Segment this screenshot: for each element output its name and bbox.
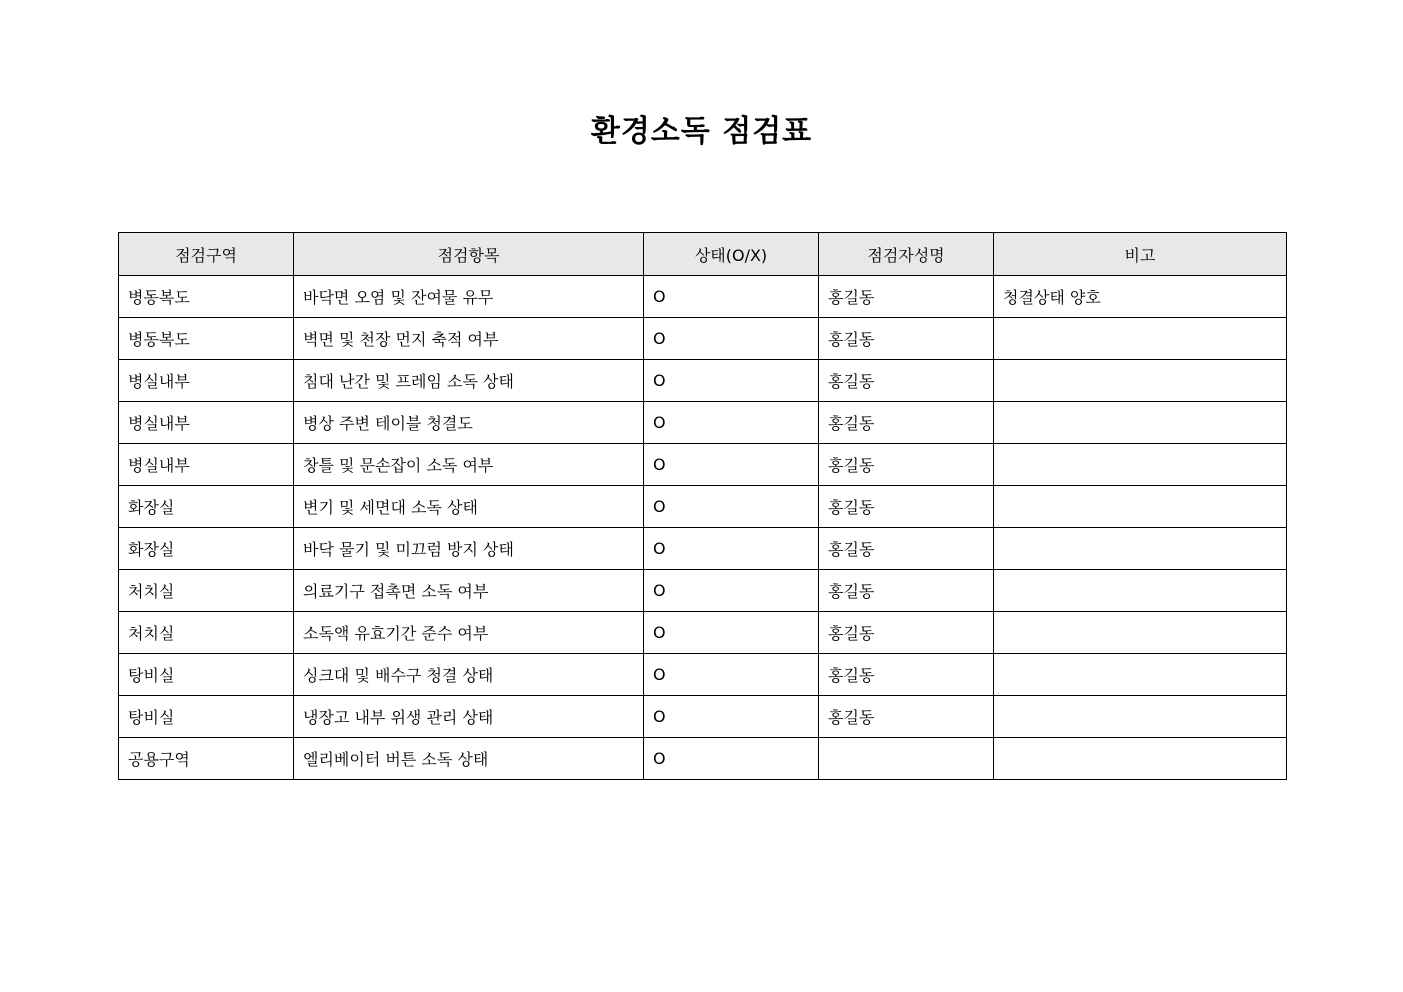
cell-zone: 화장실 <box>119 486 294 528</box>
table-row <box>119 738 1287 780</box>
cell-inspector: 홍길동 <box>819 486 994 528</box>
cell-zone: 탕비실 <box>119 696 294 738</box>
cell-item: 창틀 및 문손잡이 소독 여부 <box>294 444 644 486</box>
document-title: 환경소독 점검표 <box>590 114 813 149</box>
cell-note <box>994 654 1287 696</box>
cell-note <box>994 360 1287 402</box>
cell-item: 바닥면 오염 및 잔여물 유무 <box>294 276 644 318</box>
cell-inspector: 홍길동 <box>819 444 994 486</box>
cell-status: O <box>644 654 819 696</box>
cell-status: O <box>644 696 819 738</box>
cell-note <box>994 738 1287 780</box>
cell-item: 소독액 유효기간 준수 여부 <box>294 612 644 654</box>
table-header-row <box>119 233 1287 276</box>
header-note: 비고 <box>994 233 1287 276</box>
cell-status: O <box>644 570 819 612</box>
cell-zone: 병실내부 <box>119 402 294 444</box>
cell-zone: 공용구역 <box>119 738 294 780</box>
table-row <box>119 696 1287 738</box>
cell-item: 의료기구 접촉면 소독 여부 <box>294 570 644 612</box>
table-row <box>119 612 1287 654</box>
cell-status: O <box>644 402 819 444</box>
cell-status: O <box>644 486 819 528</box>
cell-inspector: 홍길동 <box>819 318 994 360</box>
cell-inspector: 홍길동 <box>819 528 994 570</box>
cell-inspector: 홍길동 <box>819 654 994 696</box>
table-row <box>119 654 1287 696</box>
cell-status: O <box>644 360 819 402</box>
cell-inspector: 홍길동 <box>819 696 994 738</box>
cell-item: 변기 및 세면대 소독 상태 <box>294 486 644 528</box>
cell-status: O <box>644 276 819 318</box>
cell-note <box>994 402 1287 444</box>
cell-note <box>994 696 1287 738</box>
cell-note <box>994 444 1287 486</box>
cell-inspector <box>819 738 994 780</box>
table-row <box>119 360 1287 402</box>
cell-zone: 병실내부 <box>119 444 294 486</box>
cell-zone: 화장실 <box>119 528 294 570</box>
cell-zone: 처치실 <box>119 612 294 654</box>
cell-zone: 탕비실 <box>119 654 294 696</box>
cell-note <box>994 318 1287 360</box>
cell-item: 엘리베이터 버튼 소독 상태 <box>294 738 644 780</box>
header-status: 상태(O/X) <box>644 233 819 276</box>
cell-item: 바닥 물기 및 미끄럼 방지 상태 <box>294 528 644 570</box>
cell-status: O <box>644 528 819 570</box>
cell-status: O <box>644 738 819 780</box>
header-zone: 점검구역 <box>119 233 294 276</box>
table-row <box>119 276 1287 318</box>
cell-inspector: 홍길동 <box>819 612 994 654</box>
table-row <box>119 402 1287 444</box>
cell-note <box>994 528 1287 570</box>
cell-item: 냉장고 내부 위생 관리 상태 <box>294 696 644 738</box>
cell-zone: 처치실 <box>119 570 294 612</box>
table-body <box>119 276 1287 780</box>
table-row <box>119 318 1287 360</box>
cell-zone: 병실내부 <box>119 360 294 402</box>
cell-inspector: 홍길동 <box>819 570 994 612</box>
cell-inspector: 홍길동 <box>819 360 994 402</box>
cell-inspector: 홍길동 <box>819 402 994 444</box>
cell-zone: 병동복도 <box>119 318 294 360</box>
cell-note <box>994 486 1287 528</box>
cell-note <box>994 570 1287 612</box>
cell-status: O <box>644 444 819 486</box>
table-row <box>119 444 1287 486</box>
header-item: 점검항목 <box>294 233 644 276</box>
cell-zone: 병동복도 <box>119 276 294 318</box>
table-row <box>119 486 1287 528</box>
cell-item: 병상 주변 테이블 청결도 <box>294 402 644 444</box>
cell-note: 청결상태 양호 <box>994 276 1287 318</box>
cell-item: 벽면 및 천장 먼지 축적 여부 <box>294 318 644 360</box>
cell-status: O <box>644 318 819 360</box>
cell-item: 침대 난간 및 프레임 소독 상태 <box>294 360 644 402</box>
inspection-table <box>118 232 1287 780</box>
cell-status: O <box>644 612 819 654</box>
table-row <box>119 570 1287 612</box>
cell-note <box>994 612 1287 654</box>
header-inspector: 점검자성명 <box>819 233 994 276</box>
cell-item: 싱크대 및 배수구 청결 상태 <box>294 654 644 696</box>
cell-inspector: 홍길동 <box>819 276 994 318</box>
table-row <box>119 528 1287 570</box>
